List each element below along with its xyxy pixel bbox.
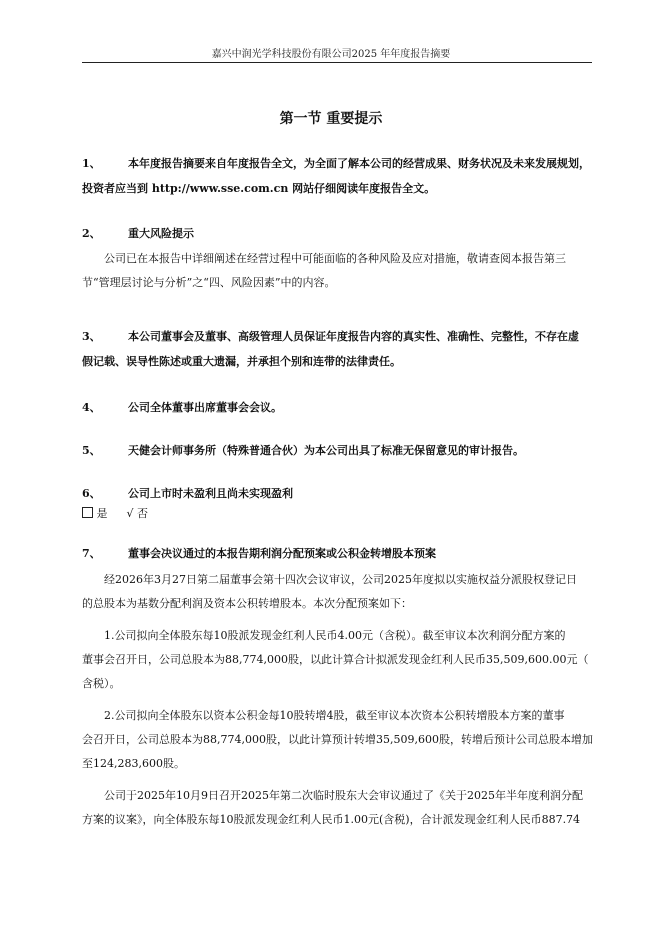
item-text: 天健会计师事务所（特殊普通合伙）为本公司出具了标准无保留意见的审计报告。 — [128, 444, 524, 457]
item-number: 2、 — [82, 227, 101, 240]
item-1-line-2: 投资者应当到 http://www.sse.com.cn 网站仔细阅读年度报告全文。 — [82, 182, 436, 195]
item-3 — [82, 330, 592, 344]
page-header: 嘉兴中润光学科技股份有限公司2025 年年度报告摘要 — [211, 49, 451, 60]
paragraph-3-line-2: 会召开日，公司总股本为88,774,000股，以此计算预计转增35,509,600股，转增后预计公司总股本增加 — [82, 733, 593, 746]
item-number: 5、 — [82, 444, 101, 457]
item-2-body-line-1: 公司已在本报告中详细阐述在经营过程中可能面临的各种风险及应对措施，敬请查阅本报告第三 — [104, 252, 566, 265]
item-number: 7、 — [82, 547, 101, 560]
item-number: 4、 — [82, 401, 101, 414]
paragraph-1-line-1: 经2026年3月27日第二届董事会第十四次会议审议，公司2025年度拟以实施权益分派股权登记日 — [104, 573, 577, 586]
paragraph-2-line-3: 含税）。 — [82, 677, 121, 690]
check-mark-icon: √ — [126, 507, 134, 520]
item-3-line-2: 假记载、误导性陈述或重大遗漏，并承担个别和连带的法律责任。 — [82, 355, 401, 368]
item-text: 本公司董事会及董事、高级管理人员保证年度报告内容的真实性、准确性、完整性，不存在虚 — [128, 330, 579, 343]
item-7 — [82, 547, 592, 561]
item-4 — [82, 401, 592, 415]
item-heading: 董事会决议通过的本报告期利润分配预案或公积金转增股本预案 — [128, 547, 436, 560]
item-heading: 重大风险提示 — [128, 227, 194, 240]
header-divider — [82, 62, 592, 63]
item-number: 6、 — [82, 487, 101, 500]
item-5 — [82, 444, 592, 458]
paragraph-3-line-3: 至124,283,600股。 — [82, 757, 185, 770]
item-text: 本年度报告摘要来自年度报告全文，为全面了解本公司的经营成果、财务状况及未来发展规划， — [128, 157, 590, 170]
item-text: 公司全体董事出席董事会会议。 — [128, 401, 282, 414]
section-title: 第一节 重要提示 — [279, 111, 383, 127]
item-2-body-line-2: 节“管理层讨论与分析”之“四、风险因素”中的内容。 — [82, 276, 336, 289]
yes-checkbox — [82, 507, 93, 518]
paragraph-2-line-1: 1.公司拟向全体股东每10股派发现金红利人民币4.00元（含税）。截至审议本次利润分配方案的 — [104, 629, 566, 642]
item-6 — [82, 487, 592, 501]
paragraph-3-line-1: 2.公司拟向全体股东以资本公积金每10股转增4股，截至审议本次资本公积转增股本方案的董事 — [104, 709, 565, 722]
item-heading: 公司上市时未盈利且尚未实现盈利 — [128, 487, 293, 500]
paragraph-2-line-2: 董事会召开日，公司总股本为88,774,000股，以此计算合计拟派发现金红利人民币35,509,600.00元（ — [82, 653, 589, 666]
yes-no-choice — [82, 507, 592, 521]
paragraph-4-line-2: 方案的议案》，向全体股东每10股派发现金红利人民币1.00元(含税)，合计派发现金红利人民币887.74 — [82, 813, 581, 826]
paragraph-4-line-1: 公司于2025年10月9日召开2025年第二次临时股东大会审议通过了《关于2025年半年度利润分配 — [104, 789, 583, 802]
item-number: 1、 — [82, 157, 101, 170]
item-number: 3、 — [82, 330, 101, 343]
yes-label: 是 — [96, 507, 108, 520]
paragraph-1-line-2: 的总股本为基数分配利润及资本公积转增股本。本次分配预案如下： — [82, 597, 412, 610]
no-label: 否 — [137, 507, 149, 520]
item-1 — [82, 157, 592, 171]
item-2 — [82, 227, 592, 241]
